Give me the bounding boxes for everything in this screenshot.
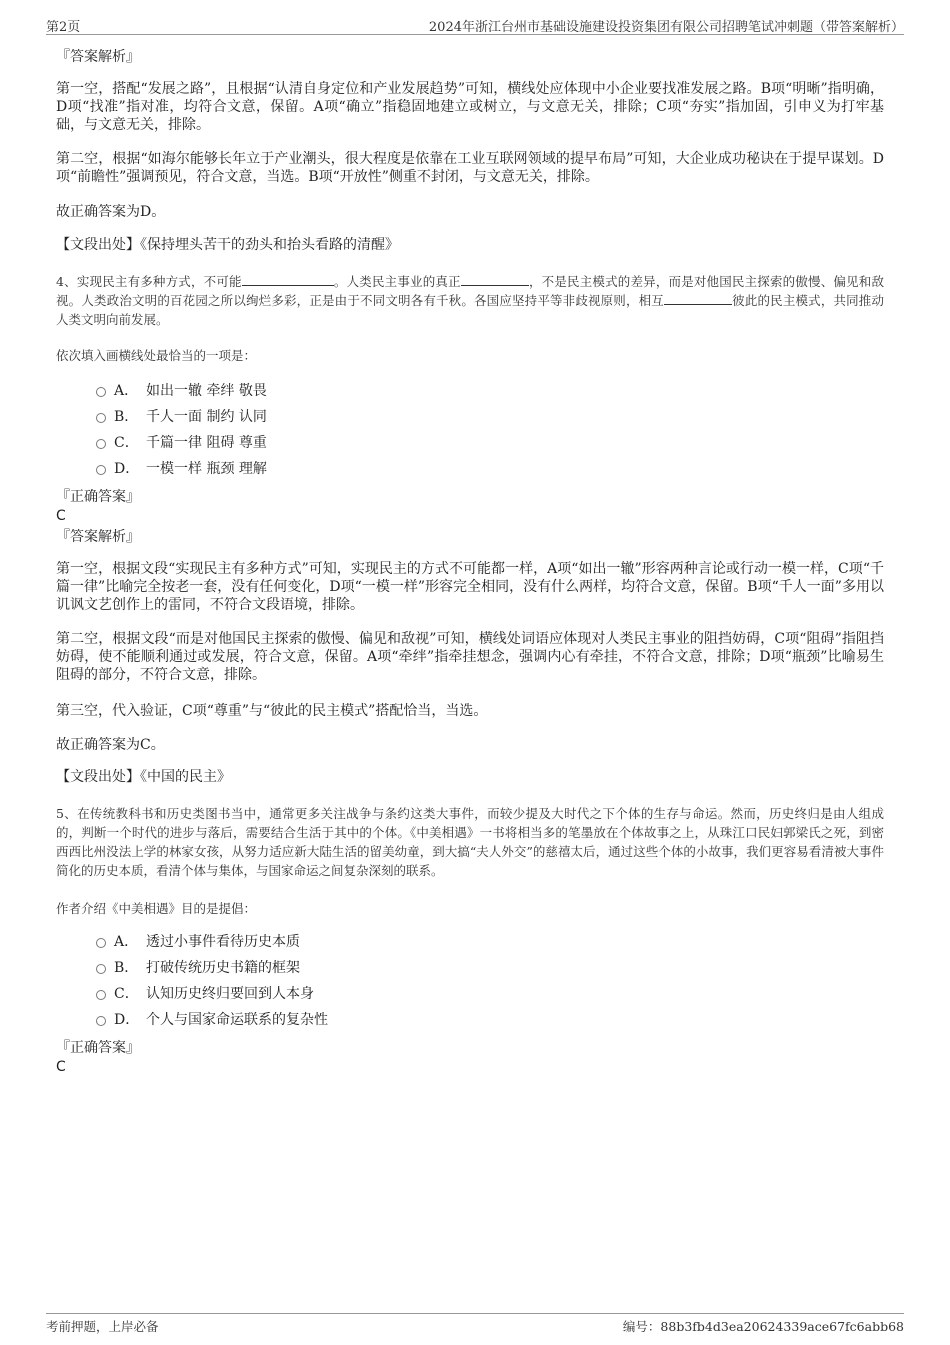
option-letter: B． — [114, 409, 139, 425]
q4-stem-part-2: 。人类民主事业的真正 — [333, 274, 461, 289]
option-letter: C． — [114, 435, 139, 451]
q5-answer: C — [56, 1059, 66, 1075]
radio-icon[interactable] — [96, 439, 106, 449]
q4-blank-1 — [242, 273, 334, 286]
option-letter: A． — [114, 934, 139, 950]
option-text: 如出一辙 牵绊 敬畏 — [146, 383, 267, 399]
q4-analysis-paragraph-3: 第三空，代入验证，C项“尊重”与“彼此的民主模式”搭配恰当，当选。 — [56, 703, 488, 719]
option-text: 一模一样 瓶颈 理解 — [146, 461, 267, 477]
radio-icon[interactable] — [96, 413, 106, 423]
q4-analysis-paragraph-1: 第一空，根据文段“实现民主有多种方式”可知，实现民主的方式不可能都一样，A项“如出一辙”形容两种言论或行动一模一样，C项“千篇一律”比喻完全按老一套，没有任何变化，D项“一模一样”形容完全相同，没有什么两样，均符合文意，保留。B项“千人一面”多用以讥讽文艺创作上的雷同，不符合文段语境，排除。 — [56, 561, 884, 613]
option-letter: B． — [114, 960, 139, 976]
q4-stem-part-4: 彼此的民主模式，共同推动人类文明向前发展。 — [56, 293, 884, 327]
document-title: 2024年浙江台州市基础设施建设投资集团有限公司招聘笔试冲刺题（带答案解析） — [428, 20, 904, 35]
q5-prompt: 作者介绍《中美相遇》目的是提倡： — [56, 901, 257, 916]
option-text: 打破传统历史书籍的框架 — [146, 960, 300, 976]
q4-answer: C — [56, 508, 66, 524]
q3-analysis-paragraph-2: 第二空，根据“如海尔能够长年立于产业潮头，很大程度是依靠在工业互联网领域的提早布局”可知，大企业成功秘诀在于提早谋划。D项“前瞻性”强调预见，符合文意，当选。B项“开放性”侧重不封闭，与文意无关，排除。 — [56, 151, 884, 185]
document-id: 编号：88b3fb4d3ea20624339ace67fc6abb68 — [622, 1319, 904, 1334]
page-header — [46, 14, 904, 35]
q3-conclusion: 故正确答案为D。 — [56, 204, 166, 220]
option-text: 千人一面 制约 认同 — [146, 409, 267, 425]
option-letter: C． — [114, 986, 139, 1002]
radio-icon[interactable] — [96, 938, 106, 948]
radio-icon[interactable] — [96, 990, 106, 1000]
q3-analysis-paragraph-1: 第一空，搭配“发展之路”，且根据“认清自身定位和产业发展趋势”可知，横线处应体现中小企业要找准发展之路。B项“明晰”指明确，D项“找准”指对准，均符合文意，保留。A项“确立”指稳固地建立或树立，与文意无关，排除；C项“夯实”指加固，引申义为打牢基础，与文意无关，排除。 — [56, 81, 884, 133]
option-letter: D． — [114, 461, 140, 477]
q4-blank-2 — [461, 273, 529, 286]
option-text: 认知历史终归要回到人本身 — [146, 986, 314, 1002]
q4-stem-part-1: 4、实现民主有多种方式，不可能 — [56, 274, 242, 289]
option-letter: D． — [114, 1012, 140, 1028]
radio-icon[interactable] — [96, 1016, 106, 1026]
page-number: 第2页 — [46, 20, 81, 35]
q3-analysis-label: 『答案解析』 — [56, 49, 140, 65]
q5-answer-label: 『正确答案』 — [56, 1040, 140, 1056]
q5-stem: 5、在传统教科书和历史类图书当中，通常更多关注战争与条约这类大事件，而较少提及大时代之下个体的生存与命运。然而，历史终归是由人组成的，判断一个时代的进步与落后，需要结合生活于其中的个体。《中美相遇》一书将相当多的笔墨放在个体故事之上，从珠江口民妇郭梁氏之死，到密西西比州没法上学的林家女孩，从努力适应新大陆生活的留美幼童，到大搞“夫人外交”的慈禧太后，通过这些个体的小故事，我们更容易看清被大事件简化的历史本质，看清个体与集体，与国家命运之间复杂深刻的联系。 — [56, 806, 884, 878]
option-text: 千篇一律 阻碍 尊重 — [146, 435, 267, 451]
option-text: 个人与国家命运联系的复杂性 — [146, 1012, 328, 1028]
q4-analysis-label: 『答案解析』 — [56, 529, 140, 545]
q4-prompt: 依次填入画横线处最恰当的一项是： — [56, 348, 257, 363]
q4-blank-3 — [664, 292, 732, 305]
q3-source: 【文段出处】《保持埋头苦干的劲头和抬头看路的清醒》 — [56, 237, 399, 253]
page-footer — [46, 1313, 904, 1334]
option-letter: A． — [114, 383, 139, 399]
q4-analysis-paragraph-2: 第二空，根据文段“而是对他国民主探索的傲慢、偏见和敌视”可知，横线处词语应体现对人类民主事业的阻挡妨碍，C项“阻碍”指阻挡妨碍，使不能顺利通过或发展，符合文意，保留。A项“牵绊”指牵挂想念，强调内心有牵挂，不符合文意，排除；D项“瓶颈”比喻易生阻碍的部分，不符合文意，排除。 — [56, 631, 884, 683]
q4-answer-label: 『正确答案』 — [56, 489, 140, 505]
footer-slogan: 考前押题，上岸必备 — [46, 1319, 159, 1334]
radio-icon[interactable] — [96, 387, 106, 397]
q4-conclusion: 故正确答案为C。 — [56, 737, 165, 753]
option-text: 透过小事件看待历史本质 — [146, 934, 300, 950]
radio-icon[interactable] — [96, 465, 106, 475]
q4-source: 【文段出处】《中国的民主》 — [56, 769, 231, 785]
q4-stem-part-3: ，不是民主模式的差异，而是对他国民主探索的傲慢、偏见和敌视。人类政治文明的百花园之所以绚烂多彩，正是由于不同文明各有千秋。各国应坚持平等非歧视原则，相互 — [56, 274, 884, 308]
radio-icon[interactable] — [96, 964, 106, 974]
q4-stem — [56, 272, 884, 329]
